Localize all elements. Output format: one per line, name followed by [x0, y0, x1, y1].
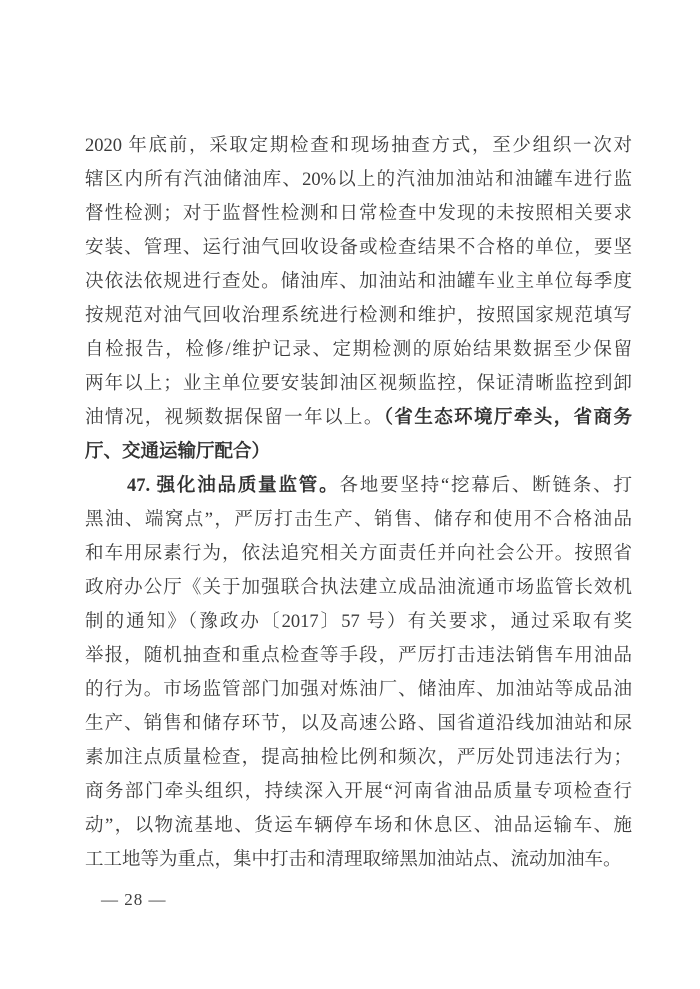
text-line: [85, 503, 632, 537]
text-segment: 动”，以物流基地、货运车辆停车场和休息区、油品运输车、施: [85, 816, 632, 836]
text-segment: 生产、销售和储存环节，以及高速公路、国省道沿线加油站和尿: [85, 714, 632, 734]
text-line: [85, 605, 632, 639]
text-line: [85, 673, 632, 707]
page-number: — 28 —: [101, 890, 167, 909]
text-segment: 各地要坚持“挖幕后、断链条、打: [339, 476, 632, 496]
text-line: [85, 129, 632, 163]
text-line: [85, 333, 632, 367]
text-line: [85, 571, 632, 605]
text-line: [85, 741, 632, 775]
text-segment: 政府办公厅《关于加强联合执法建立成品油流通市场监管长效机: [85, 578, 632, 598]
text-line: [85, 809, 632, 843]
text-line: [85, 231, 632, 265]
text-segment: 和车用尿素行为，依法追究相关方面责任并向社会公开。按照省: [85, 544, 632, 564]
text-line: [85, 197, 632, 231]
text-line: [85, 707, 632, 741]
bold-text-segment: 47. 强化油品质量监管。: [127, 476, 340, 496]
document-lines: [85, 129, 632, 877]
text-segment: 决依法依规进行查处。储油库、加油站和油罐车业主单位每季度: [85, 272, 632, 292]
text-segment: 的行为。市场监管部门加强对炼油厂、储油库、加油站等成品油: [85, 680, 632, 700]
text-line: [85, 469, 632, 503]
text-segment: 安装、管理、运行油气回收设备或检查结果不合格的单位，要坚: [85, 238, 632, 258]
text-segment: 举报，随机抽查和重点检查等手段，严厉打击违法销售车用油品: [85, 646, 632, 666]
text-segment: 黑油、端窝点”，严厉打击生产、销售、储存和使用不合格油品: [85, 510, 632, 530]
text-segment: 辖区内所有汽油储油库、20%以上的汽油加油站和油罐车进行监: [85, 170, 632, 190]
text-segment: 素加注点质量检查，提高抽检比例和频次，严厉处罚违法行为；: [85, 748, 632, 768]
text-line: [85, 163, 632, 197]
text-line: [85, 537, 632, 571]
text-line: [85, 843, 632, 877]
text-segment: 督性检测；对于监督性检测和日常检查中发现的未按照相关要求: [85, 204, 632, 224]
text-line: [85, 401, 632, 435]
text-segment: 工工地等为重点，集中打击和清理取缔黑加油站点、流动加油车。: [85, 850, 622, 870]
text-line: [85, 265, 632, 299]
text-line: [85, 367, 632, 401]
text-line: [85, 775, 632, 809]
text-line: [85, 435, 632, 469]
text-line: [85, 299, 632, 333]
bold-text-segment: 厅、交通运输厅配合）: [85, 442, 271, 462]
text-segment: 商务部门牵头组织，持续深入开展“河南省油品质量专项检查行: [85, 782, 632, 802]
bold-text-segment: （省生态环境厅牵头，省商务: [383, 408, 632, 428]
text-segment: 自检报告，检修/维护记录、定期检测的原始结果数据至少保留: [85, 340, 632, 360]
text-segment: 制的通知》（豫政办〔2017〕57 号）有关要求，通过采取有奖: [85, 612, 632, 632]
text-segment: 按规范对油气回收治理系统进行检测和维护，按照国家规范填写: [85, 306, 632, 326]
text-segment: 两年以上；业主单位要安装卸油区视频监控，保证清晰监控到卸: [85, 374, 632, 394]
text-segment: 2020 年底前，采取定期检查和现场抽查方式，至少组织一次对: [85, 136, 632, 156]
text-segment: 油情况，视频数据保留一年以上。: [85, 408, 384, 428]
text-line: [85, 639, 632, 673]
